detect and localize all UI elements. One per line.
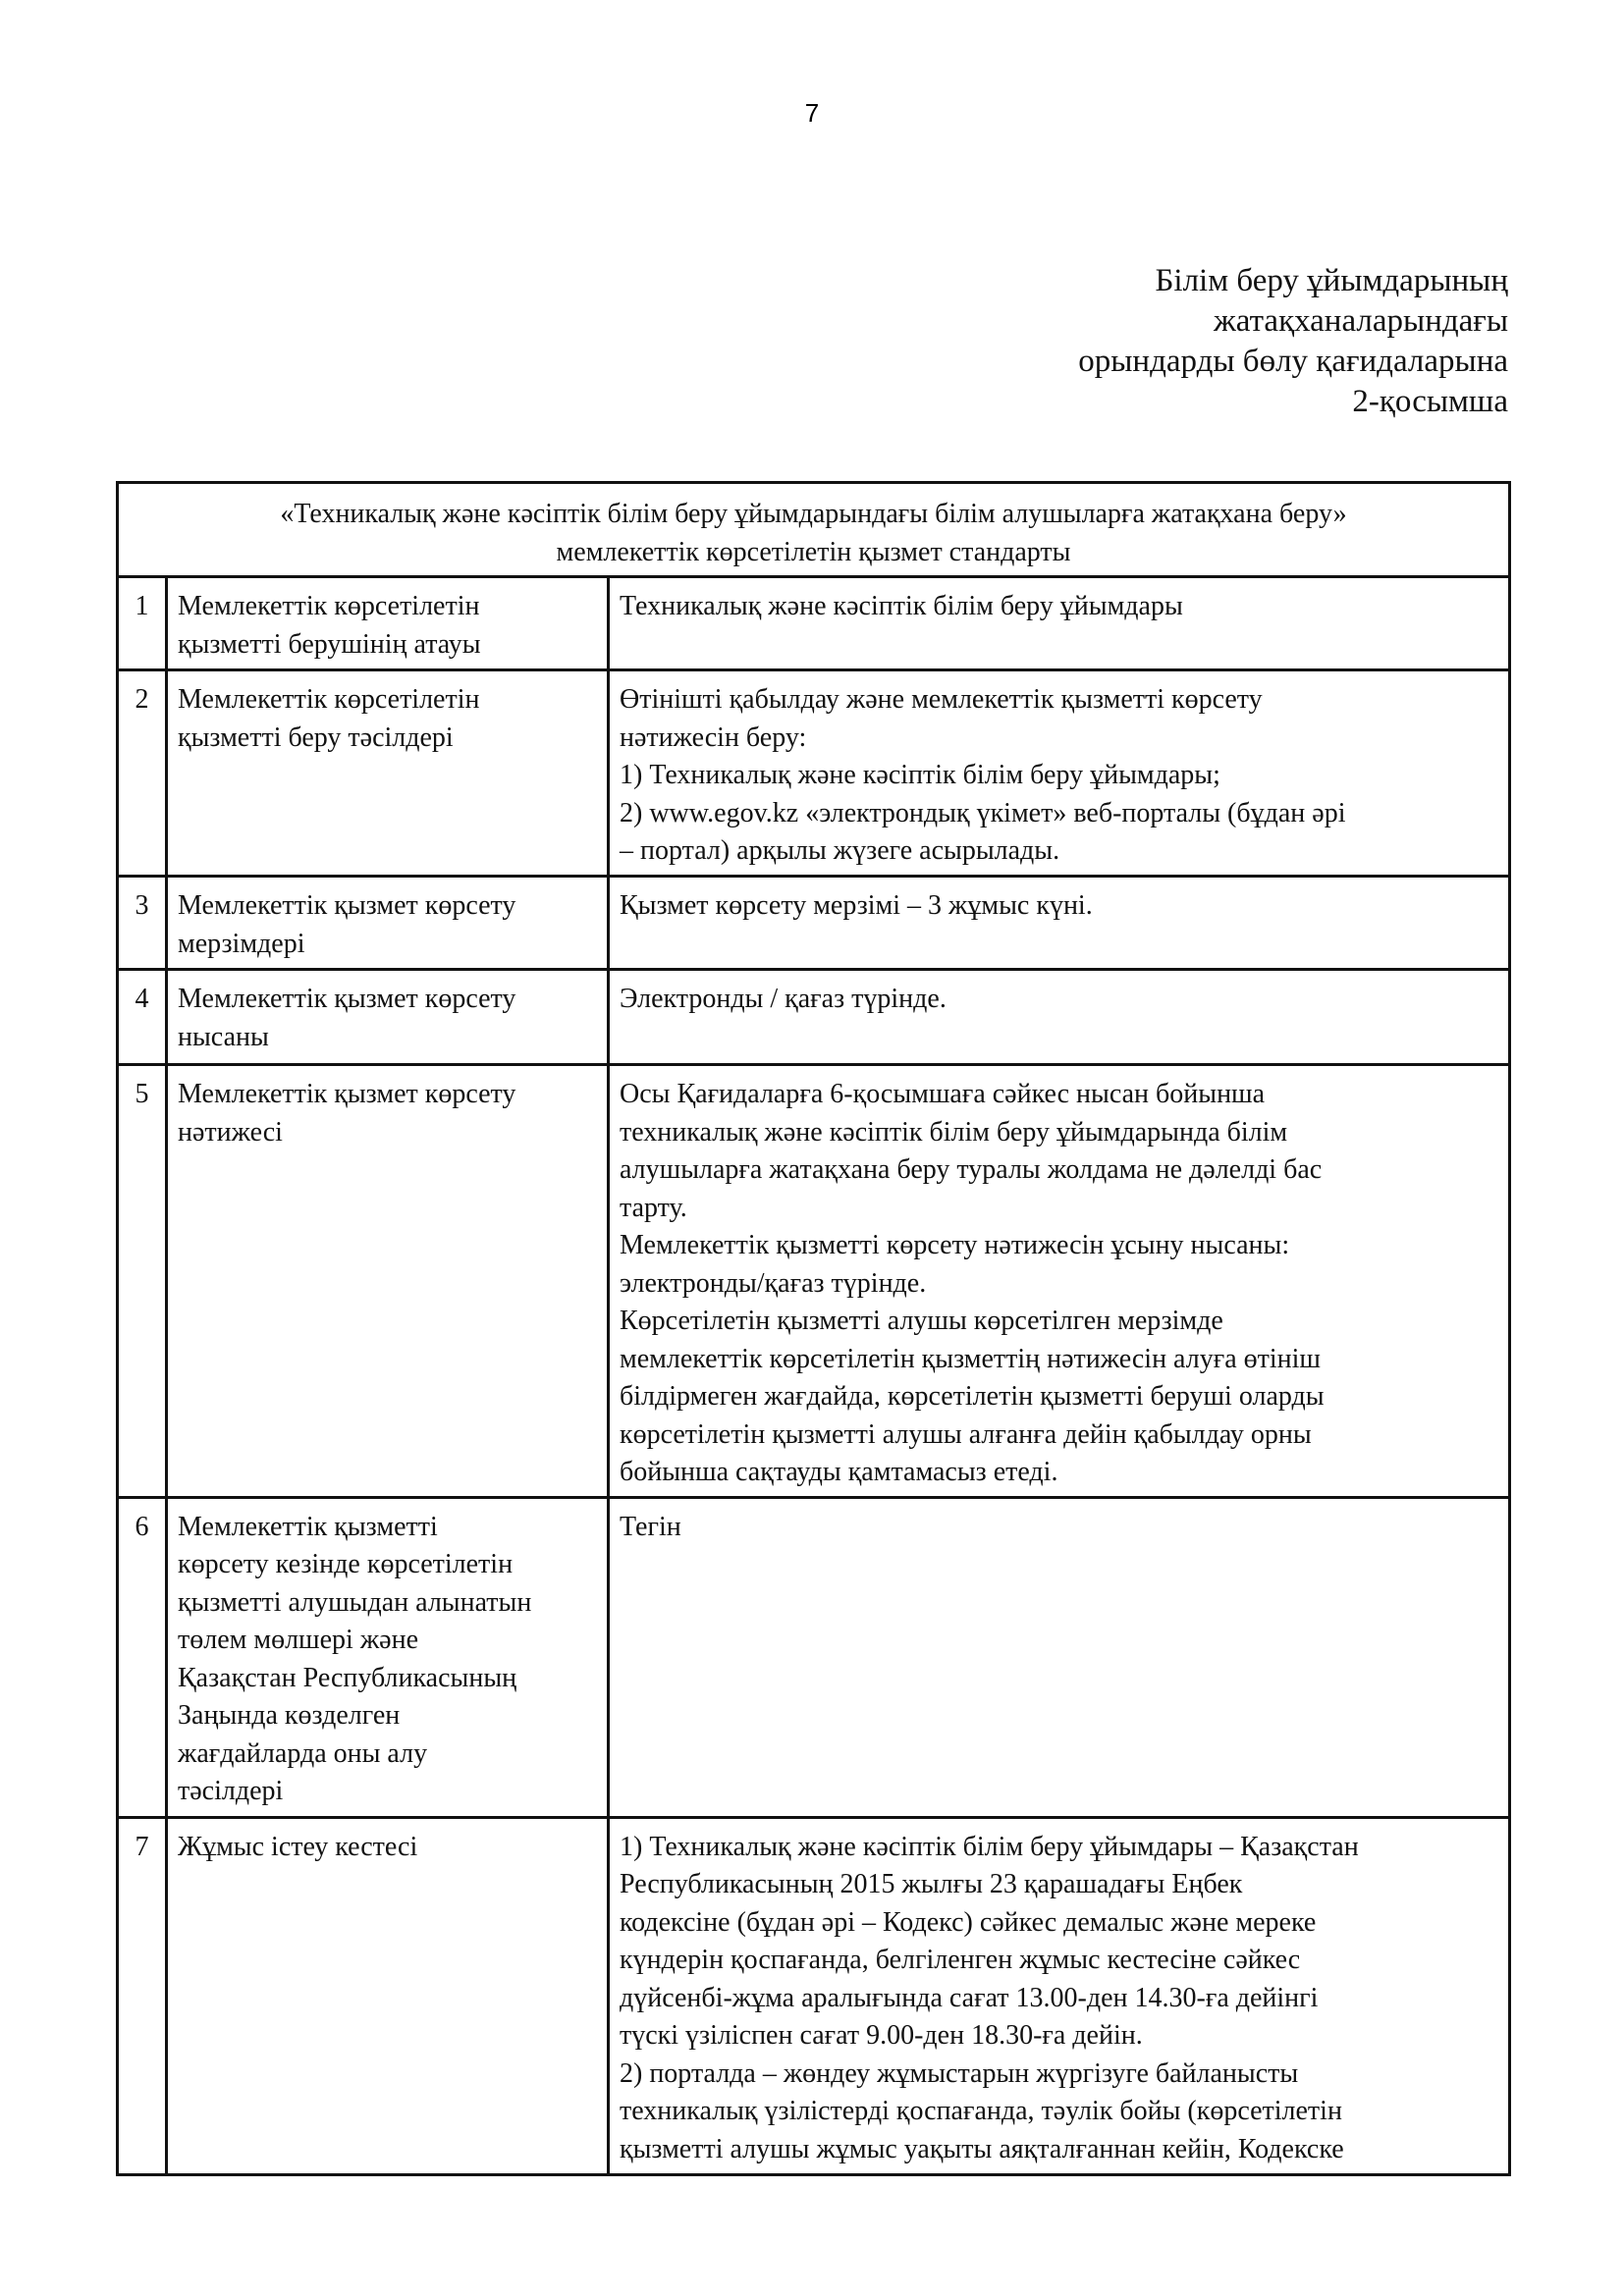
row-value xyxy=(609,970,1510,1065)
row-label-line: қызметті берушінің атауы xyxy=(178,628,481,660)
row-value-line: техникалық және кәсіптік білім беру ұйымдарында білім xyxy=(620,1116,1288,1148)
row-label-line: Мемлекеттік қызмет көрсету xyxy=(178,890,516,921)
row-label-line: Заңында көзделген xyxy=(178,1700,401,1731)
appendix-note-line: жатақханаларындағы xyxy=(1214,303,1508,339)
row-value-line: Техникалық және кәсіптік білім беру ұйымдары xyxy=(620,591,1183,621)
row-value-line: алушыларға жатақхана беру туралы жолдама не дәлелді бас xyxy=(620,1154,1323,1185)
appendix-note xyxy=(1078,261,1508,422)
row-value-line: 1) Техникалық және кәсіптік білім беру ұйымдары – Қазақстан xyxy=(620,1831,1359,1862)
row-value-line: техникалық үзілістерді қоспағанда, тәулік бойы (көрсетілетін xyxy=(620,2096,1342,2126)
row-number: 2 xyxy=(118,670,167,877)
table-row xyxy=(118,577,1510,670)
row-value-line: Осы Қағидаларға 6-қосымшаға сәйкес нысан бойынша xyxy=(620,1079,1266,1109)
row-value-line: түскі үзіліспен сағат 9.00-ден 18.30-ға дейін. xyxy=(620,2020,1143,2051)
row-value xyxy=(609,1497,1510,1817)
row-label xyxy=(167,1497,609,1817)
table-row xyxy=(118,970,1510,1065)
page-number: 7 xyxy=(804,98,820,128)
row-value xyxy=(609,1065,1510,1498)
appendix-note-line: Білім беру ұйымдарының xyxy=(1155,263,1508,298)
row-label xyxy=(167,877,609,970)
row-label-line: Мемлекеттік қызмет көрсету xyxy=(178,1079,516,1109)
row-value-line: Өтінішті қабылдау және мемлекеттік қызметті көрсету xyxy=(620,684,1263,715)
row-value-line: нәтижесін беру: xyxy=(620,721,807,753)
row-value-line: 2) порталда – жөндеу жұмыстарын жүргізуге байланысты xyxy=(620,2057,1299,2089)
row-label-line: мерзімдері xyxy=(178,928,305,959)
row-label-line: қызметті алушыдан алынатын xyxy=(178,1586,532,1618)
row-value xyxy=(609,1817,1510,2174)
row-value xyxy=(609,670,1510,877)
row-value-line: Мемлекеттік қызметті көрсету нәтижесін ұсыну нысаны: xyxy=(620,1230,1290,1260)
row-number: 3 xyxy=(118,877,167,970)
row-number: 7 xyxy=(118,1817,167,2174)
row-label xyxy=(167,1817,609,2174)
row-label-line: Жұмыс істеу кестесі xyxy=(178,1831,418,1862)
row-number: 6 xyxy=(118,1497,167,1817)
row-number: 4 xyxy=(118,970,167,1065)
row-value-line: Электронды / қағаз түрінде. xyxy=(620,984,947,1014)
row-label-line: Мемлекеттік қызметті xyxy=(178,1511,438,1542)
service-standard-table xyxy=(116,481,1511,2176)
row-value-line: Көрсетілетін қызметті алушы көрсетілген мерзімде xyxy=(620,1306,1223,1336)
table-title xyxy=(118,483,1510,577)
row-value xyxy=(609,577,1510,670)
table-row xyxy=(118,1497,1510,1817)
row-number: 1 xyxy=(118,577,167,670)
row-value-line: білдірмеген жағдайда, көрсетілетін қызметті беруші оларды xyxy=(620,1381,1325,1412)
row-label-line: тәсілдері xyxy=(178,1776,284,1806)
row-label-line: төлем мөлшері және xyxy=(178,1625,418,1655)
table-title-row xyxy=(118,483,1510,577)
row-label xyxy=(167,670,609,877)
row-value-line: кодексіне (бұдан әрі – Кодекс) сәйкес демалыс және мереке xyxy=(620,1906,1317,1938)
table-row xyxy=(118,1817,1510,2174)
row-value-line: бойынша сақтауды қамтамасыз етеді. xyxy=(620,1457,1058,1487)
row-value-line: дүйсенбі-жұма аралығында сағат 13.00-ден 14.30-ға дейінгі xyxy=(620,1982,1319,2013)
row-label xyxy=(167,577,609,670)
row-value-line: көрсетілетін қызметті алушы алғанға дейін қабылдау орны xyxy=(620,1418,1312,1450)
table-title-line: мемлекеттік көрсетілетін қызмет стандарты xyxy=(556,536,1071,567)
row-value-line: мемлекеттік көрсетілетін қызметтің нәтижесін алуға өтініш xyxy=(620,1343,1321,1374)
table-row xyxy=(118,877,1510,970)
row-value-line: қызметті алушы жұмыс уақыты аяқталғаннан кейін, Кодекске xyxy=(620,2133,1344,2164)
row-value-line: электронды/қағаз түрінде. xyxy=(620,1267,927,1299)
table-row xyxy=(118,670,1510,877)
row-label-line: жағдайларда оны алу xyxy=(178,1737,428,1769)
row-value-line: тарту. xyxy=(620,1192,687,1223)
row-value-line: Республикасының 2015 жылғы 23 қарашадағы Еңбек xyxy=(620,1869,1243,1899)
row-label xyxy=(167,970,609,1065)
row-value-line: Қызмет көрсету мерзімі – 3 жұмыс күні. xyxy=(620,890,1093,921)
row-label-line: Мемлекеттік қызмет көрсету xyxy=(178,984,516,1014)
table-row xyxy=(118,1065,1510,1498)
row-label-line: Мемлекеттік көрсетілетін xyxy=(178,591,480,621)
egov-portal-link[interactable]: 2) www.egov.kz «электрондық үкімет» веб-порталы (бұдан әрі xyxy=(620,797,1346,828)
row-value-line: – портал) арқылы жүзеге асырылады. xyxy=(620,835,1060,866)
table-title-line: «Техникалық және кәсіптік білім беру ұйымдарындағы білім алушыларға жатақхана беру» xyxy=(280,499,1347,529)
row-value-line: күндерін қоспағанда, белгіленген жұмыс кестесіне сәйкес xyxy=(620,1945,1301,1975)
row-number: 5 xyxy=(118,1065,167,1498)
row-value-line: 1) Техникалық және кәсіптік білім беру ұйымдары; xyxy=(620,760,1220,790)
row-label-line: нәтижесі xyxy=(178,1116,283,1148)
row-label-line: Мемлекеттік көрсетілетін xyxy=(178,684,480,715)
row-label-line: нысаны xyxy=(178,1021,269,1052)
appendix-note-line: орындарды бөлу қағидаларына xyxy=(1078,344,1508,379)
row-label-line: көрсету кезінде көрсетілетін xyxy=(178,1549,514,1579)
row-value xyxy=(609,877,1510,970)
row-label-line: Қазақстан Республикасының xyxy=(178,1662,517,1693)
appendix-number: 2-қосымша xyxy=(1352,384,1508,419)
row-value-line: Тегін xyxy=(620,1511,681,1542)
row-label-line: қызметті беру тәсілдері xyxy=(178,721,454,753)
row-label xyxy=(167,1065,609,1498)
